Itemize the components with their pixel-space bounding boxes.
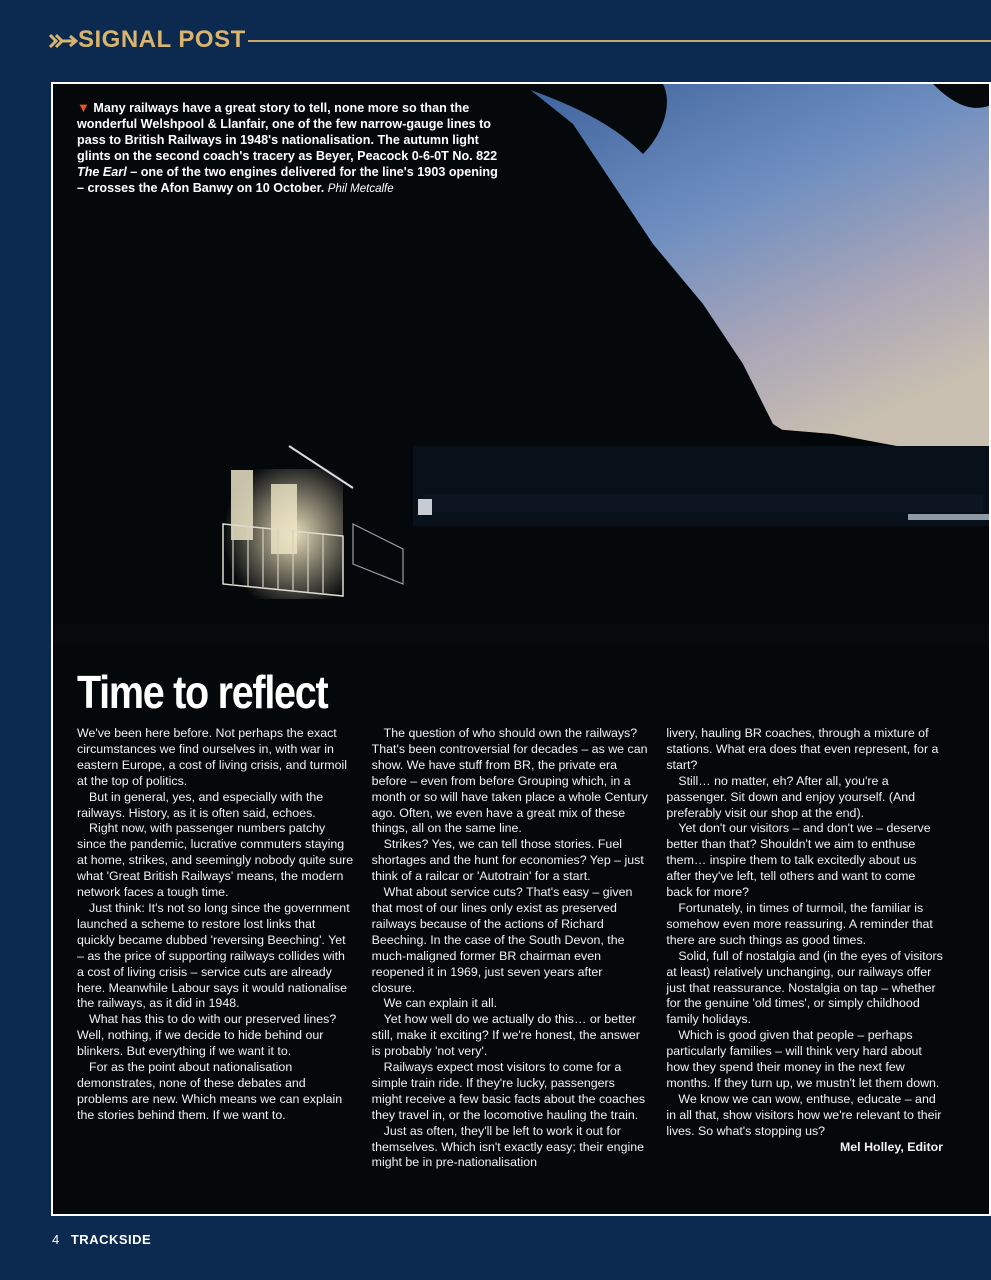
caption-text-2: – one of the two engines delivered for the line's 1903 opening – crosses the Afon Banwy on 10 October.: [77, 165, 498, 195]
magazine-name: TRACKSIDE: [70, 1232, 152, 1247]
paragraph: Strikes? Yes, we can tell those stories. Fuel shortages and the hunt for economies? Yep – just think of a railcar or 'Autotrain' for a start.: [371, 837, 644, 884]
paragraph: Still… no matter, eh? After all, you're a passenger. Sit down and enjoy yourself. (And preferably visit our shop at the end).: [666, 773, 915, 820]
paragraph: For as the point about nationalisation demonstrates, none of these debates and problems are new. Which means we can explain the stories behind them. If we want to.: [77, 1060, 343, 1122]
paragraph: What has this to do with our preserved lines? Well, nothing, if we decide to hide behind our blinkers. But everything if we want it to.: [77, 1012, 337, 1059]
photo-caption: [77, 100, 507, 197]
photo-credit: Phil Metcalfe: [327, 183, 394, 195]
section-title: SIGNAL POST: [78, 26, 246, 53]
editor-signature: Mel Holley, Editor: [839, 1139, 944, 1154]
paragraph: Right now, with passenger numbers patchy since the pandemic, lucrative commuters staying at home, strikes, and seemingly nobody quite sure what 'Great British Railways' means, the modern network faces a tough time.: [77, 821, 354, 900]
paragraph: Railways expect most visitors to come for a simple train ride. If they're lucky, passengers might receive a few basic facts about the coaches they travel in, or the locomotive hauling the train.: [371, 1060, 646, 1122]
caption-triangle-icon: ▼: [77, 100, 90, 115]
paragraph: We can explain it all.: [383, 996, 498, 1011]
page-number: 4: [52, 1232, 60, 1247]
paragraph: Fortunately, in times of turmoil, the familiar is somehow even more reassuring. A reminder that there are such things as good times.: [666, 900, 933, 947]
paragraph: The question of who should own the railways? That's been controversial for decades – as we can show. We have stuff from BR, the private era before – even from before Grouping which, in a month or so will have taken place a whole Century ago. Often, we even have a great mix of these things, all on the same line.: [371, 726, 648, 836]
paragraph: Which is good given that people – perhaps particularly families – will think very hard about how they spend their money in the next few months. If they turn up, we mustn't let them down.: [666, 1028, 940, 1090]
paragraph: Yet don't our visitors – and don't we – deserve better than that? Shouldn't we aim to enthuse them… inspire them to talk excitedly about us after they've left, tell others and want to come back for more?: [666, 821, 931, 900]
photo-panel: [51, 82, 991, 1216]
paragraph: We know we can wow, enthuse, educate – and in all that, show visitors how we're relevant to their lives. So what's stopping us?: [666, 1091, 942, 1138]
paragraph: Just as often, they'll be left to work it out for themselves. Which isn't exactly easy; their engine might be in pre-nationalisation: [371, 1123, 644, 1170]
article-column-3: [666, 726, 943, 1206]
paragraph: We've been here before. Not perhaps the exact circumstances we find ourselves in, with war in eastern Europe, a cost of living crisis, and turmoil at the top of politics.: [77, 726, 347, 788]
article-body: [77, 726, 943, 1206]
caption-loco-name: The Earl: [77, 165, 127, 179]
caption-text: Many railways have a great story to tell, none more so than the wonderful Welshpool & Llanfair, one of the few narrow-gauge lines to pass to British Railways in 1948's nationalisation. The autumn light glints on the second coach's tracery as Beyer, Peacock 0-6-0T No. 822: [77, 101, 498, 163]
section-header: [0, 24, 991, 60]
article-column-1: [77, 726, 354, 1206]
page-footer: [52, 1232, 151, 1247]
paragraph: Yet how well do we actually do this… or better still, make it exciting? If we're honest, the answer is probably 'not very'.: [371, 1012, 640, 1059]
article-headline: Time to reflect: [77, 666, 328, 718]
paragraph: But in general, yes, and especially with the railways. History, as it is often said, echoes.: [77, 789, 324, 820]
article-column-2: [372, 726, 649, 1206]
paragraph: livery, hauling BR coaches, through a mixture of stations. What era does that even represent, for a start?: [666, 726, 939, 772]
paragraph: Solid, full of nostalgia and (in the eyes of visitors at least) relatively unchanging, our railways offer just that reassurance. Nostalgia on tap – whether for the genuine 'old times', or simply childhood family holidays.: [666, 948, 943, 1027]
header-rule: [248, 40, 991, 42]
paragraph: What about service cuts? That's easy – given that most of our lines only exist as preserved railways because of the actions of Richard Beeching. In the case of the South Devon, the much-maligned former BR chairman even reopened it in 1969, just seven years after closure.: [371, 885, 633, 995]
paragraph: Just think: It's not so long since the government launched a scheme to restore lost links that quickly became dubbed 'reversing Beeching'. Yet – as the price of supporting railways collides with a cost of living crisis – service cuts are already here. Meanwhile Labour says it would nationalise the railways, as it did in 1948.: [77, 900, 350, 1011]
arrow-icon: [48, 30, 78, 52]
